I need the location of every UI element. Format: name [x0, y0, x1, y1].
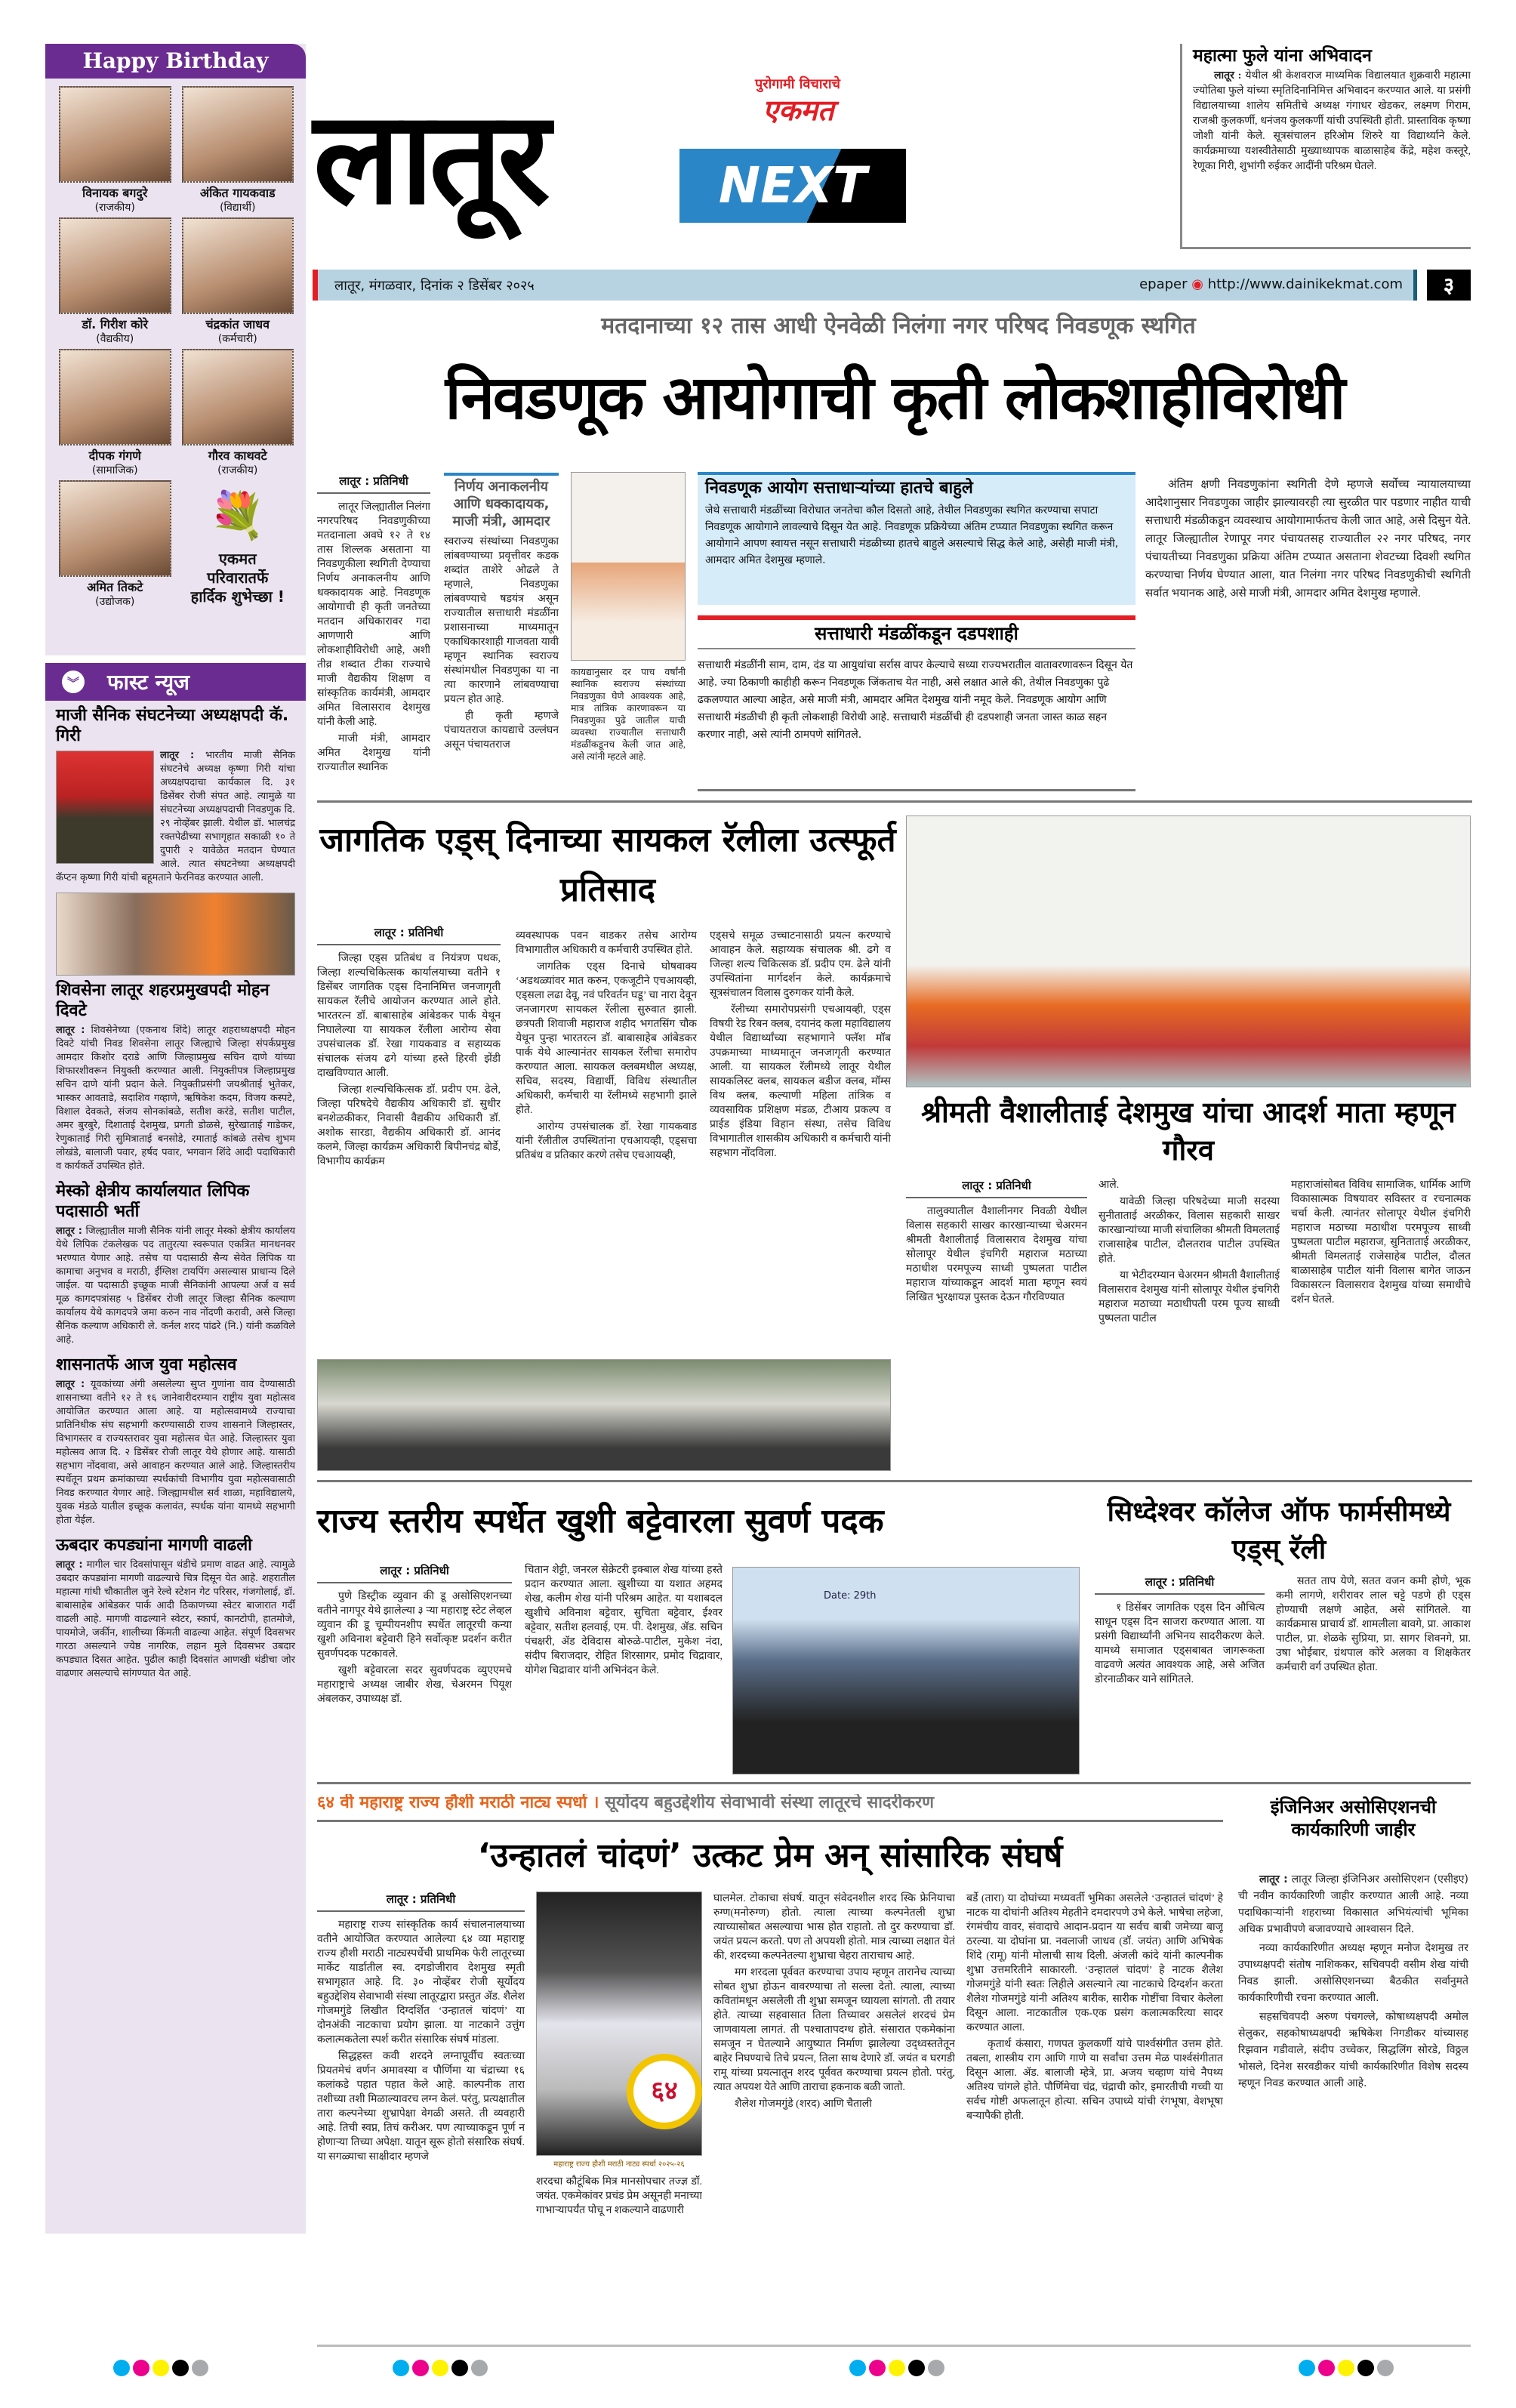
fast-news-item — [45, 1176, 306, 1350]
yellow-mark — [432, 2360, 448, 2376]
paragraph: एड्सचे समूळ उच्चाटनासाठी प्रयत्न करण्याचे आवाहन केले. सहाय्यक संचालक श्री. ढगे व जिल्हा शल्य चिकित्सक डॉ. प्रदीप एम. ढेले यांनी उपस्थितांना मार्गदर्शन केले. कार्यक्रमाचे सूत्रसंचालन विलास दुरुगकर यांनी केले. — [710, 930, 891, 999]
news-place: लातूर : — [1214, 70, 1242, 82]
next-logo — [679, 149, 906, 223]
news-place: लातूर : — [56, 1559, 83, 1571]
section-divider — [317, 800, 1472, 803]
news-photo — [56, 751, 154, 864]
siddheshwar-col-2 — [1276, 1574, 1471, 1774]
news-place: लातूर : — [160, 750, 195, 761]
siddheshwar-headline: सिध्देश्वर कॉलेज ऑफ फार्मसीमध्ये एड्स् रॅली — [1107, 1497, 1451, 1565]
news-headline: ऊबदार कपड्यांना मागणी वाढली — [56, 1536, 252, 1555]
khushi-award-photo — [732, 1567, 1080, 1774]
photo-banner-text: Date: 29th — [824, 1590, 877, 1602]
registration-marks — [1299, 2360, 1394, 2376]
yellow-mark — [153, 2360, 169, 2376]
person-role: (सामाजिक) — [91, 464, 138, 476]
yellow-mark — [889, 2360, 905, 2376]
box-headline: निवडणूक आयोग सत्ताधाऱ्यांच्या हातचे बाहुले — [705, 479, 973, 498]
engineer-body — [1238, 1871, 1468, 2333]
news-headline: शासनातर्फे आज युवा महोत्सव — [56, 1355, 237, 1374]
box-body: जेथे सत्ताधारी मंडळींच्या विरोधात जनतेचा कौल दिसतो आहे, तेथील निवडणुका स्थगित करण्याचा सपाटा निवडणूक आयोगाने लावल्याचे दिसून येत आहे. निवडणूक प्रक्रियेच्या अंतिम टप्प्यात निवडणुका स्थगित करून आयोगाने आपण स्वायत्त नसून सत्ताधारी मंडळीच्या हातचे बाहुले असल्याचे सिद्ध केले आहे, असेही माजी मंत्री, आमदार अमित देशमुख म्हणाले. — [705, 504, 1119, 567]
birthday-wish — [182, 480, 294, 609]
fast-news-item — [45, 888, 306, 1176]
drama-headline: ‘उन्हातलं चांदणं’ उत्कट प्रेम अन् सांसारिक संघर्ष — [477, 1836, 1063, 1875]
black-mark — [451, 2360, 468, 2376]
fast-news-box — [45, 663, 306, 2234]
paragraph: सिद्धहस्त कवी शरदने लग्नापूर्वीच स्वतःच्या प्रियतमेचं वर्णन अमावस्या व पौर्णिमा या चंद्राच्या १६ कलांकडे पहात पहात केले आहे. काल्पनीक तारा तशीच्या तशी मिळाल्यावरच लग्न केलं. परंतु, प्रत्यक्षातील तारा कल्पनेच्या शुभ्रापेक्षा वेगळी असते. ती व्यवहारी आहे. तिची स्वप्न, तिचं करीअर. पण त्याच्याकडून पूर्ण न होणाऱ्या तिच्या अपेक्षा. यातून सूरू होतो संसारिक संघर्ष. या सगळ्याचा साक्षीदार म्हणजे — [317, 2051, 525, 2163]
fast-news-item — [45, 701, 306, 888]
birthday-person — [59, 86, 171, 214]
news-body: मागील चार दिवसांपासून थंडीचे प्रमाण वाढत आहे. त्यामुळे उबदार कपड्यांना मागणी वाढल्याचे चित्र दिसून येत आहे. शहरातील महात्मा गांधी चौकातील जुने रेल्वे स्टेशन गेट परिसर, गंजगोलाई, डॉ. बाबासाहेब आंबेडकर पार्क आदी ठिकाणच्या स्वेटर बाजारात गर्दी वाढली आहे. मागणी वाढल्याने स्वेटर, स्कार्प, कानटोपी, हातमोजे, पायमोजे, जर्कीन, शालीच्या किंमती वाढल्या आहेत. संपूर्ण दिवसभर गारठा असल्याने ज्येष्ठ नागरिक, लहान मुले दिवसभर उबदार कपड्यात दिसत आहेत. पुढील काही दिवसांत आणखी थंडीचा जोर वाढणार असल्याचे सांगण्यात येत आहे. — [56, 1559, 295, 1679]
dateline: लातूर : प्रतिनिधी — [1095, 1574, 1265, 1595]
news-body: यूवकांच्या अंगी असलेल्या सुप्त गुणांना वाव देण्यासाठी शासनाच्या वतीने १२ ते १६ जानेवारीदरम्यान राष्ट्रीय युवा महोत्सव आयोजित करण्यात आला आहे. या महोत्सवामध्ये राज्याचा प्रातिनिधीक संघ सहभागी करण्यासाठी राज्य शासनाने जिल्हास्तर, विभागस्तर व राज्यस्तरावर युवा महोत्सव घेत आहे. जिल्हास्तर युवा महोत्सव आज दि. २ डिसेंबर रोजी लातूर येथे होणार आहे. यासाठी सहभाग नोंदवावा, असे आवाहन करण्यात आले आहे. जिल्हास्तरीय स्पर्धेतून प्रथम क्रमांकाच्या स्पर्धकांची विभागीय युवा महोत्सवासाठी निवड करण्यात येणार आहे. जिल्ह्यामधील सर्व शाळा, महाविद्यालये, युवक मंडळे यातील इच्छूक कलावंत, स्पर्धक यांना यामध्ये सहभागी होता येईल. — [56, 1379, 295, 1526]
person-role: (वैद्यकीय) — [96, 333, 134, 345]
bottom-divider — [317, 2345, 1471, 2347]
siddheshwar-col-1 — [1095, 1574, 1265, 1774]
kicker-orange: ६४ वी महाराष्ट्र राज्य हौशी मराठी नाट्य स्पर्धा — [317, 1794, 587, 1812]
paragraph: सहसचिवपदी अरुण पंचगल्ले, कोषाध्यक्षपदी अमोल सेलुकर, सहकोषाध्यक्षपदी ऋषिकेश निगडीकर यांच्यासह रिझवान गडीवाले, संदीप उच्चेकर, सिद्धलिंग सोरडे, विठ्ठल भोसले, दिनेश सरवडीकर यांची कार्यकारिणीत विशेष सदस्य म्हणून निवड करण्यात आली आहे. — [1238, 2011, 1468, 2089]
paragraph: लातूर जिल्ह्यातील निलंगा नगरपरिषद निवडणुकीच्या मतदानाला अवघे १२ ते १४ तास शिल्लक असताना या निवडणुकीला स्थगिती देण्याचा निर्णय अनाकलनीय आणि धक्कादायक आहे. निवडणूक आयोगाची ही कृती जनतेच्या मतदान अधिकारावर गदा आणणारी आणि लोकशाहीविरोधी आहे, अशी तीव्र शब्दात टीका राज्याचे माजी वैद्यकीय शिक्षण व सांस्कृतिक कार्यमंत्री, आमदार अमित विलासराव देशमुख यांनी केली आहे. — [317, 501, 430, 728]
paragraph: महाराष्ट्र राज्य सांस्कृतिक कार्य संचालनालयाच्या वतीने आयोजित करण्यात आलेल्या ६४ व्या महाराष्ट्र राज्य हौशी मराठी नाट्यस्पर्धेची प्राथमिक फेरी लातूरच्या मार्केट यार्डातील स्व. दगडोजीराव देशमुख स्मृती सभागृहात आहे. दि. ३० नोव्हेंबर रोजी सूर्योदय बहुउद्देशिय सेवाभावी संस्था लातूरद्वारा प्रस्तुत ॲड. शैलेश गोजमगुंडे लिखीत दिग्दर्शित ‘उन्हातलं चांदणं’ या दोनअंकी नाटकाचा प्रयोग झाला. या नाटकाने उत्तुंग कलात्मकतेला स्पर्श करीत संसारिक संघर्ष मांडला. — [317, 1919, 525, 2046]
person-role: (राजकीय) — [94, 202, 135, 214]
person-photo — [59, 349, 171, 446]
black-mark — [172, 2360, 189, 2376]
commission-box — [698, 472, 1135, 605]
vaishali-photo — [906, 816, 1471, 1087]
accent-bar — [698, 615, 1135, 620]
paragraph: शरदचा कौटूंबिक मित्र मानसोपचार तज्ज्ञ डॉ. जयंत. एकमेकांवर प्रचंड प्रेम असूनही मनाच्या गाभाऱ्यापर्यंत पोचू न शकल्याने वाढणारी — [536, 2176, 702, 2216]
news-place: लातूर : — [56, 1226, 83, 1237]
dateline: लातूर : प्रतिनिधी — [317, 1892, 525, 1912]
paragraph: जिल्हा शल्यचिकित्सक डॉ. प्रदीप एम. ढेले, जिल्हा परिषदेचे वैद्यकीय अधिकारी डॉ. सुधीर बनशेळकीकर, निवासी वैद्यकीय अधिकारी डॉ. अशोक सारडा, वैद्यकीय अधिकारी डॉ. आनंद कलमे, जिल्हा कार्यक्रम अधिकारी बिपीनचंद्र बोर्डे, विभागीय कार्यक्रम — [317, 1084, 501, 1167]
lead-kicker: मतदानाच्या १२ तास आधी ऐनवेळी निलंगा नगर परिषद निवडणूक स्थगित — [601, 313, 1196, 339]
yellow-mark — [1338, 2360, 1354, 2376]
box-body: सत्ताधारी मंडळींनी साम, दाम, दंड या आयुधांचा सर्रास वापर केल्याचे सध्या राज्यभरातील वातावरणावरून दिसून येत आहे. ज्या ठिकाणी काहीही करून निवडणूक जिंकताच येत नाही, असे लक्षात आले की, तेथील निवडणुका पुढे ढकलण्यात आल्या आहेत, असे माजी मंत्री, आमदार अमित देशमुख यांनी नमूद केले. निवडणूक आयोग आणि सत्ताधारी मंडळीची ही कृती लोकशाही विरोधी आहे. सत्ताधारी मंडळींची ही दडपशाही जनता जास्त काळ सहन करणार नाही, असे त्यांनी ठामपणे सांगितले. — [698, 657, 1135, 791]
logo-number: ६४ — [651, 2076, 678, 2107]
date-strip — [313, 270, 1417, 301]
paragraph: चितान शेट्टी, जनरल सेक्रेटरी इक्बाल शेख यांच्या हस्ते प्रदान करण्यात आला. खुशीच्या या यशात अहमद शेख, कलीम शेख यांनी परिश्रम आहेत. या यशाबदल खुशीचे अविनाश बट्टेवार, सुचिता बट्टेवार, ईश्वर बट्टेवार, सतीश हलवाई, एम. पी. देशमुख, ॲड. सचिन पंचक्षरी, ॲड देविदास बोरुळे-पाटील, मुकेश नंदा, संदीप बिराजदार, रोहित शिरसागर, प्रमोद चिद्रावार, योगेश चिद्रावार यांनी अभिनंदन केले. — [525, 1565, 723, 1676]
paragraph: अंतिम क्षणी निवडणुकांना स्थगिती देणे म्हणजे सर्वोच्च न्यायालयाच्या आदेशानुसार निवडणुका जाहीर झाल्यावरही त्या सुरळीत पार पडणार नाहीत याची सत्ताधारी मंडळीकडून व्यवस्थाच आयोगामार्फतच केली जात आहे, असे दिसुन येते. लातूर जिल्ह्यातील रेणापूर नगर पंचायतसह राज्यातील २२ नगर परिषद, नगर पंचायतीच्या निवडणुका प्रक्रिया अंतिम टप्प्यात असताना शेवटच्या दिवशी स्थगित करण्याचा निर्णय घेण्यात आला, यात निलंगा नगर परिषद निवडणुकीची स्थगिती सर्वात भयानक आहे, असे माजी मंत्री, आमदार अमित देशमुख म्हणाले. — [1145, 479, 1471, 600]
paragraph: व्यवस्थापक पवन वाडकर तसेच आरोग्य विभागातील अधिकारी व कर्मचारी उपस्थित होते. — [516, 930, 697, 956]
person-name: दीपक गंगणे — [88, 449, 141, 463]
kicker-separator: । — [593, 1794, 599, 1812]
aids-col-1 — [317, 925, 501, 1355]
website-url: http://www.dainikekmat.com — [1207, 276, 1403, 292]
paragraph: सतत ताप येणे, सतत वजन कमी होणे, भूक कमी लागणे, शरीरावर लाल चट्टे पडणे ही एड्स होण्याची लक्षणे आहेत, असे सांगितले. या कार्यक्रमास प्राचार्य डॉ. शामलीला बावगे, प्रा. आकाश पाटील, प्रा. शेळके सुप्रिया, प्रा. सागर शिवनगे, प्रा. उषा भोईबार, ग्रंथपाल कोरे अलका व शिक्षकेतर कर्मचारी वर्ग उपस्थित होता. — [1276, 1576, 1471, 1673]
person-name: चंद्रकांत जाधव — [205, 317, 270, 331]
person-photo — [182, 86, 294, 183]
magenta-mark — [1318, 2360, 1335, 2376]
paragraph: जागतिक एड्स दिनाचे घोषवाक्य ‘अडथळ्यांवर मात करुन, एकजूटीने एचआयव्ही, एड्सला लढा देवू, नवं परिवर्तन घडू’ चा नारा देवून जनजागरण सायकल रॅलीला सुरुवात झाली. छत्रपती शिवाजी महाराज शहीद भगतसिंग चौक येथून पुन्हा भारतरत्न डॉ. बाबासाहेब आंबेडकर पार्क येथे आल्यानंतर सायकल रॅलीचा समारोप करण्यात आला. सायकल क्लबमधील अध्यक्ष, सचिव, सदस्य, विद्यार्थी, विविध संस्थातील अधिकारी, कर्मचारी या रॅलीमध्ये सहभागी झाले होते. — [516, 961, 697, 1116]
paragraph: पुणे डिस्ट्रीक व्युवान की डू असोसिएशनच्या वतीने नागपूर येथे झालेल्या ३ ऱ्या महाराष्ट्र स्टेट लेव्हल व्युवान की डू चूम्पीयनशीप स्पर्धेत लातूरची कन्या खुशी अविनाश बट्टेवारी हिने सर्वोत्कृष्ट प्रदर्शन करीत सुवर्णपदक पटकावले. — [317, 1591, 512, 1660]
birthday-person — [59, 349, 171, 477]
birthday-person — [182, 349, 294, 477]
drama-kicker — [317, 1794, 1223, 1812]
lead-col-2 — [444, 478, 559, 791]
news-body: शिवसेनेच्या (एकनाथ शिंदे) लातूर शहराध्यक्षपदी मोहन दिवटे यांची निवड शिवसेना लातूर जिल्ह्याचे जिल्हा संपर्कप्रमुख आमदार किशोर दराडे आणि जिल्हाप्रमुख सचिन दाणे यांच्या शिफारशीवरून नियुक्ती करण्यात आली. नियुक्तीपत्र जिल्हाप्रमुख सचिन दाणे यांनी प्रदान केले. नियुक्तीप्रसंगी जयश्रीताई भुतेकर, भास्कर आवताडे, सदाशिव गव्हाणे, ऋषिकेश कदम, विजय कस्पटे, विशाल देवकते, संजय सोनकांबळे, सतीश करंडे, सतीश पाटील, अमर बुरबुरे, दिशाताई देशमुख, प्रगती डोळसे, सुरेखाताई गाडेकर, रेणुकाताई गिरी सुमित्राताई बनसोडे, रमाताई कांबळे तसेच शुभम लोखंडे, बालाजी पवार, हर्षद पवार, भगवान शिंदे आदी पदाधिकारी व कार्यकर्ते उपस्थित होते. — [56, 1025, 296, 1172]
paragraph: स्वराज्य संस्थांच्या निवडणुका लांबवण्याच्या प्रवृत्तीवर कडक शब्दांत ताशेरे ओढले ते म्हणाले, निवडणुका लांबवण्याचे षडयंत्र असून राज्यातील सत्ताधारी मंडळींना प्रशासनाच्या माध्यमातून एकाधिकारशाही गाजवता यावी म्हणून स्थानिक स्वराज्य संस्थांमधील निवडणुका या ना त्या कारणाने लांबवण्याचा प्रयत्न होत आहे. — [444, 536, 559, 705]
person-role: (उद्योजक) — [95, 596, 135, 608]
fast-news-header — [45, 663, 306, 701]
drama-col-1 — [317, 1892, 525, 2333]
news-body: भारतीय माजी सैनिक संघटनेचे अध्यक्ष कृष्णा गिरी यांचा अध्यक्षपदाचा कार्यकाल दि. ३१ डिसेंबर रोजी संपत आहे. त्यामुळे या संघटनेच्या अध्यक्षपदाची निवडणुक दि. २९ नोव्हेंबर झाली. येथील डॉ. भालचंद्र रक्तपेढीच्या सभागृहात सकाळी १० ते दुपारी २ यावेळेत मतदान घेण्यात आले. त्यात संघटनेच्या अध्यक्षपदी कॅप्टन कृष्णा गिरी यांची बहूमताने फेरनिवड करण्यात आली. — [56, 750, 295, 883]
registration-marks — [393, 2360, 488, 2376]
brand-logo: एकमत — [763, 94, 834, 127]
person-photo — [59, 86, 171, 183]
paragraph: कृतार्थ कंसारा, गणपत कुलकर्णी यांचे पार्श्वसंगीत उत्तम होते. तबला, शास्त्रीय राग आणि गाणे या सर्वांचा उत्तम मेळ पार्श्वसंगीतात दिसून आला. ॲड. बालाजी म्हेत्रे, प्रा. अजय चव्हाण यांचे नैपथ्य अतिश्य चांगले होते. पौर्णिमेचा चंद्र, चंद्राची कोर, इमारतीची गच्ची या सर्वच गोष्टी अफलातून होत्या. सचिन उपाध्ये यांची रंगभूषा, वेशभूषा बऱ्यापैकी होती. — [966, 2039, 1223, 2122]
paragraph: महाराजांसोबत विविध सामाजिक, धार्मिक आणि विकासात्मक विषयावर सविस्तर व रचनात्मक चर्चा केली. त्यानंतर सोलापूर येथील इंचगिरी महाराज मठाच्या मठाधीश परमपूज्य साध्वी पुष्पलता पाटील महाराज, सुनिताताई अरळीकर, श्रीमती विमलताई राजेसाहेब पाटील, दौलत बाळासाहेब पाटील यांनी विलास बागेत जाऊन विकासरत्न विलासराव देशमुख यांच्या समाधीचे दर्शन घेतले. — [1291, 1179, 1471, 1306]
paragraph: नव्या कार्यकारिणीत अध्यक्ष म्हणून मनोज देशमुख तर उपाध्यक्षपदी संतोष नाशिककर, सचिवपदी वसीम शेख यांची निवड झाली. असोसिएशनच्या बैठकीत सर्वानुमते कार्यकारिणीची रचना करण्यात आली. — [1238, 1942, 1468, 2004]
news-place: लातूर : — [1259, 1873, 1288, 1885]
paragraph: खुशी बट्टेवारला सदर सुवर्णपदक व्युएएमचे महाराष्ट्राचे अध्यक्ष जाबीर शेख, चेअरमन पियूश अंबलकर, उपाध्यक्ष डॉ. — [317, 1665, 512, 1705]
vaishali-col-1 — [906, 1178, 1087, 1472]
grey-mark — [471, 2360, 488, 2376]
logo-ring-text: महाराष्ट्र राज्य हौशी मराठी नाट्य स्पर्धा २०२५-२६ — [553, 2160, 685, 2169]
birthday-person — [182, 217, 294, 346]
page-number: ३ — [1427, 270, 1471, 301]
epaper-label: epaper — [1139, 276, 1188, 292]
fast-news-item — [45, 1350, 306, 1531]
drama-col-4 — [966, 1892, 1223, 2333]
black-mark — [908, 2360, 925, 2376]
grey-mark — [192, 2360, 208, 2376]
paragraph: बर्डे (तारा) या दोघांच्या मध्यवर्ती भुमिका असलेले ‘उन्हातलं चांदणं’ हे नाटक या दोघांनी अतिश्य मेहतीने दमदारपणे उभे केले. भाषेचा लहेजा, रंगमंचीय वावर, संवादाचे आदान-प्रदान या सर्वच बाबी जमेच्या बाजू ठरल्या. या दोघांना प्रा. नवलाजी जाधव (डॉ. जयंत) आणि अभिषेक शिंदे (रामू) यांनी मोलाची साथ दिली. अंजली कांदे यांनी काल्पनीक शुभ्रा उत्तमरितीने साकारली. ‘उन्हातलं चांदणं’ हे नाटक शैलेश गोजमगुंडे यांनी स्वतः लिहीले असल्याने त्या नाटकाचे दिग्दर्शन करता शैलेश गोजमगुंडे यांनी अतिश्य बारीक, सारीक गोष्टींचा विचार केलेला दिसून आला. नाटकातील एक-एक प्रसंग कलात्मकरित्या सादर करण्यात आला. — [966, 1893, 1223, 2033]
tagline: पुरोगामी विचाराचे — [755, 76, 840, 92]
accent-bar — [444, 473, 559, 476]
paragraph: घालमेल. टोकाचा संघर्ष. यातून संवेदनशील शरद स्कि फ्रेनियाचा रुग्ण(मनोरुग्ण) होतो. त्याला त्याच्या कल्पनेतली शुभ्रा त्याच्यासोबत असल्याचा भास होत राहातो. तो दुर करण्याचा डॉ. जयंत प्रयत्न करतो. पण तो अपयशी होतो. मात्र त्याच्या लक्षात येतं की, शरदच्या कल्पनेतल्या शुभ्राचा चेहरा ताराचाच आहे. — [713, 1893, 955, 1962]
news-photo — [56, 893, 295, 976]
khushi-col-1 — [317, 1563, 512, 1774]
vaishali-headline: श्रीमती वैशालीताई देशमुख यांचा आदर्श माता म्हणून गौरव — [921, 1096, 1456, 1167]
grey-mark — [1377, 2360, 1394, 2376]
person-name: अमित तिकटे — [87, 580, 143, 594]
person-name: विनायक बगदुरे — [82, 186, 148, 200]
paragraph: जिल्हा एड्स प्रतिबंध व नियंत्रण पथक, जिल्हा शल्यचिकित्सक कार्यालयाच्या वतीने १ डिसेंबर जागतिक एड्स दिनानिमित्त जनजागृती सायकल रॅलीचे आयोजन करण्यात आले होते. भारतरत्न डॉ. बाबासाहेब आंबेडकर पार्क येथून निघालेल्या या सायकल रॅलीला आरोग्य सेवा उपसंचालक डॉ. रेखा गायकवाड व सहाय्यक संचालक संजय ढगे यांच्या हस्ते हिरवी झेंडी दाखविण्यात आली. — [317, 953, 501, 1079]
news-headline: मेस्को क्षेत्रीय कार्यालयात लिपिक पदासाठी भर्ती — [56, 1182, 250, 1221]
pull-quote: निर्णय अनाकलनीय आणि धक्कादायक, माजी मंत्री, आमदार — [452, 479, 550, 529]
vaishali-col-3 — [1291, 1178, 1471, 1472]
news-headline: महात्मा फुले यांना अभिवादन — [1193, 46, 1372, 66]
section-divider — [317, 1480, 1472, 1482]
grey-mark — [928, 2360, 944, 2376]
news-headline: माजी सैनिक संघटनेच्या अध्यक्षपदी कॅ. गिरी — [56, 706, 289, 745]
dateline: लातूर : प्रतिनिधी — [317, 1563, 512, 1583]
lead-headline: निवडणूक आयोगाची कृती लोकशाहीविरोधी — [445, 362, 1345, 433]
magenta-mark — [133, 2360, 149, 2376]
magenta-mark — [412, 2360, 429, 2376]
wish-line: एकमत — [218, 550, 257, 568]
news-body: जिल्ह्यातील माजी सैनिक यांनी लातूर मेस्को क्षेत्रीय कार्यालय येथे लिपिक टंकलेखक पद तातुरत्या स्वरूपात एकत्रित मानधनवर भरण्यात येणार आहे. तसेच या पदासाठी सैन्य सेवेत लिपिक या कामाचा अनुभव व मराठी, ईंग्लिश टायपिंग असल्यास प्राधान्य दिले जाईल. या पदासाठी इच्छूक माजी सैनिकांनी आपल्या अर्ज व सर्व मूळ कागदपत्रांसह ५ डिसेंबर रोजी लातूर जिल्हा सैनिक कल्याण कार्यालय येथे कागदपत्रे जमा करुन नाव नोंदणी करावी, असे जिल्हा सैनिक कल्याण अधिकारी ले. कर्नल शरद पांढरे (नि.) यांनी कळविले आहे. — [56, 1226, 295, 1346]
flower-bouquet-icon: 💐 — [209, 489, 267, 542]
registration-marks — [113, 2360, 208, 2376]
aids-headline: जागतिक एड्स् दिनाच्या सायकल रॅलीला उत्स्फूर्त प्रतिसाद — [319, 821, 896, 909]
person-role: (राजकीय) — [217, 464, 258, 476]
wish-line: हार्दिक शुभेच्छा ! — [190, 587, 285, 606]
birthday-person — [59, 480, 171, 609]
cyan-mark — [849, 2360, 866, 2376]
double-chevron-down-icon: ︾ — [62, 671, 85, 693]
cyan-mark — [393, 2360, 409, 2376]
paragraph: माजी मंत्री, आमदार अमित देशमुख यांनी राज्यातील स्थानिक — [317, 733, 430, 773]
paragraph: १ डिसेंबर जागतिक एड्स दिन औचित्य साधून एड्स दिन साजरा करण्यात आला. या प्रसंगी विद्यार्थ्यांनी अभिनय सादरीकरण केले. यामध्ये समाजात एड्सबाबत जागरूकता वाढवणे अत्यंत आवश्यक आहे, असे अजित डोरनाळीकर याने सांगितले. — [1095, 1602, 1265, 1685]
vaishali-col-2 — [1098, 1178, 1280, 1472]
person-photo — [182, 349, 294, 446]
paragraph: ही कृती म्हणजे पंचायतराज कायद्याचे उल्लंघन असून पंचायतराज — [444, 711, 559, 751]
paragraph: आरोग्य उपसंचालक डॉ. रेखा गायकवाड यांनी रॅलीतील उपस्थितांना एचआयव्ही, एड्सचा प्रतिबंध व प्रतिकार करणे तसेच एचआयव्ही, — [516, 1121, 697, 1161]
paragraph: या भेटीदरम्यान चेअरमन श्रीमती वैशालीताई विलासराव देशमुख यांनी सोलापूर येथील इंचगिरी महाराज मठाच्या मठाधीपती परम पूज्य साध्वी पुष्पलता पाटील — [1098, 1270, 1280, 1324]
aids-col-2 — [516, 929, 697, 1355]
lead-col-4 — [1145, 476, 1471, 791]
news-body: येथील श्री केशवराज माध्यमिक विद्यालयात शुक्रवारी महात्मा ज्योतिबा फुले यांच्या स्मृतिदिनानिमित्त अभिवादन करण्यात आले. या प्रसंगी विद्यालयाच्या शालेय समितीचे अध्यक्ष गंगाधर खेडकर, लक्ष्मण गिराम, राजश्री कुलकर्णी, धनंजय कुलकर्णी यांची उपस्थिती होती. प्रास्ताविक कृष्णा जोशी यांनी केले. सूत्रसंचालन हरिओम शिरुरे या विद्यार्थ्याने केले. कार्यक्रमाच्या यशस्वीतेसाठी मुख्याध्यापक बाळासाहेब केंद्रे, महेश कस्तूरे, रेणूका गिरी, शुभांगी रुईकर आदींनी परिश्रम घेतले. — [1193, 70, 1471, 173]
black-mark — [1357, 2360, 1374, 2376]
paragraph: कायद्यानुसार दर पाच वर्षांनी स्थानिक स्वराज्य संस्थांच्या निवडणुका घेणे आवश्यक आहे, मात्र तांत्रिक कारणावरून या निवडणुका पुढे जातील याची व्यवस्था राज्यातील सत्ताधारी मंडळींकडूनच केली जात आहे, असे त्यांनी म्हटले आहे. — [571, 667, 686, 762]
cyan-mark — [1299, 2360, 1315, 2376]
epaper-link[interactable] — [1139, 276, 1403, 292]
section-divider — [317, 1820, 1223, 1822]
cycle-rally-photo — [317, 1359, 891, 1471]
news-place: लातूर : — [56, 1025, 85, 1036]
khushi-headline: राज्य स्तरीय स्पर्धेत खुशी बट्टेवारला सुवर्ण पदक — [317, 1502, 884, 1540]
paragraph: रॅलीच्या समारोपप्रसंगी एचआयव्ही, एड्स विषयी रेड रिबन क्लब, दयानंद कला महाविद्यालय येथील विद्यार्थ्यांच्या सहभागाने फ्लॅश मॉब उपक्रमाच्या माध्यमातून जनजागृती करण्यात आली. या सायकल रॅलीमध्ये लातूर येथील सायकलिस्ट क्लब, सायकल बडीज क्लब, मॉम्स विथ क्लब, कल्याणी महिला तांत्रिक व व्यवसायिक प्रशिक्षण मंडळ, टीआय प्रकल्प व प्राईड इंडिया विहान संस्था, तसेच विविध विभागातील शासकीय अधिकारी व कर्मचारी यांनी सहभाग नोंदविला. — [710, 1004, 891, 1159]
drama-festival-logo — [627, 2054, 702, 2129]
person-photo — [59, 217, 171, 314]
epaper-icon: ◉ — [1191, 276, 1203, 292]
drama-col-3 — [713, 1892, 955, 2333]
masthead-title: लातूर — [313, 84, 546, 233]
paragraph: लातूर जिल्हा इंजिनिअर असोसिएशन (एसीइए) ची नवीन कार्यकारिणी जाहीर करण्यात आली आहे. नव्या पदाधिकाऱ्यांनी शहराच्या विकासात अभियंत्यांची भूमिका अधिक प्रभावीपणे बजावण्याचे आश्वासन दिले. — [1238, 1873, 1468, 1935]
paragraph: मग शरदला पूर्ववत करण्याचा उपाय म्हणून तारानेच त्याच्या सोबत शुभ्रा होऊन वावरण्याचा तो सल्ला देतो. त्याला, त्याच्या कवितांमधून असलेली ती शुभ्रा समजून घ्यायला सांगतो. ती तयार होते. त्याच्या सहवासात तिला तिच्यावर असलेलं शरदचं प्रेम जाणवायला लागतं. ती पश्चातापदग्ध होते. संसारात एकमेकांना समजून न घेतल्याने आयुष्यात निर्माण झालेल्या उद्ध्वस्ततेतून बाहेर निघण्याचे तिचे प्रयत्न, तिला साथ देणारे डॉ. जयंत व घरगडी रामू यांच्या प्रयत्नातून शरद पूर्ववत करण्याचा प्रयत्न होतो. परंतु, त्यात अपयश येते आणि ताराचा हकनाक बळी जातो. — [713, 1967, 955, 2093]
birthday-grid — [45, 79, 306, 613]
birthday-person — [182, 86, 294, 214]
paragraph: यावेळी जिल्हा परिषदेच्या माजी सदस्या सुनीताताई अरळीकर, विलास सहकारी साखर कारखान्यांच्या माजी संचालिका श्रीमती विमलताई राजासाहेब पाटील, दौलतराव पाटील उपस्थित होते. — [1098, 1196, 1280, 1265]
birthday-box — [45, 44, 306, 655]
phule-news-box — [1180, 44, 1471, 249]
person-role: (कर्मचारी) — [217, 333, 257, 345]
box-headline: सत्ताधारी मंडळींकडून दडपशाही — [698, 624, 1135, 649]
person-role: (विद्यार्थी) — [220, 202, 256, 214]
fast-news-title: फास्ट न्यूज — [107, 670, 190, 695]
lead-col-3 — [571, 666, 686, 791]
birthday-person — [59, 217, 171, 346]
paragraph: शैलेश गोजमगुंडे (शरद) आणि चैताली — [735, 2098, 872, 2110]
kicker-grey: सूर्योदय बहुउद्देशीय सेवाभावी संस्था लातूरचे सादरीकरण — [605, 1794, 935, 1812]
person-name: अंकित गायकवाड — [199, 186, 276, 200]
person-photo — [59, 480, 171, 577]
news-place: लातूर : — [56, 1379, 85, 1390]
section-divider — [317, 1782, 1471, 1784]
person-name: डॉ. गिरीश कोरे — [82, 317, 149, 331]
drama-col-2 — [536, 2175, 702, 2333]
wish-line: परिवारातर्फे — [207, 569, 269, 587]
registration-marks — [849, 2360, 944, 2376]
dateline: लातूर : प्रतिनिधी — [906, 1178, 1087, 1198]
dateline: लातूर : प्रतिनिधी — [317, 925, 501, 945]
lead-col-1 — [317, 473, 430, 791]
amit-deshmukh-photo — [571, 472, 686, 661]
engineer-headline: इंजिनिअर असोसिएशनची कार्यकारिणी जाहीर — [1270, 1796, 1437, 1840]
aids-col-3 — [710, 929, 891, 1355]
next-logo-text: NEXT — [718, 156, 867, 214]
cyan-mark — [113, 2360, 130, 2376]
dateline: लातूर, मंगळवार, दिनांक २ डिसेंबर २०२५ — [334, 278, 535, 294]
fast-news-item — [45, 1531, 306, 1684]
birthday-title: Happy Birthday — [45, 44, 306, 79]
paragraph: आले. — [1098, 1179, 1120, 1191]
magenta-mark — [869, 2360, 886, 2376]
paragraph: तालुक्यातील वैशालीनगर निवळी येथील विलास सहकारी साखर कारखान्याच्या चेअरमन श्रीमती वैशालीताई विलासराव देशमुख यांचा सोलापूर येथील इंचगिरी महाराज मठाच्या मठाधीश परमपूज्य साध्वी पुष्पलता पाटील महाराज यांच्याकडून आदर्श माता म्हणून स्वयं लिखित भुरक्षायज्ञ पुस्तक देऊन गौरविण्यात — [906, 1206, 1087, 1303]
person-photo — [182, 217, 294, 314]
dateline: लातूर : प्रतिनिधी — [317, 473, 430, 494]
khushi-col-2 — [525, 1563, 723, 1774]
news-headline: शिवसेना लातूर शहरप्रमुखपदी मोहन दिवटे — [56, 981, 270, 1020]
person-name: गौरव काथवटे — [208, 449, 267, 463]
